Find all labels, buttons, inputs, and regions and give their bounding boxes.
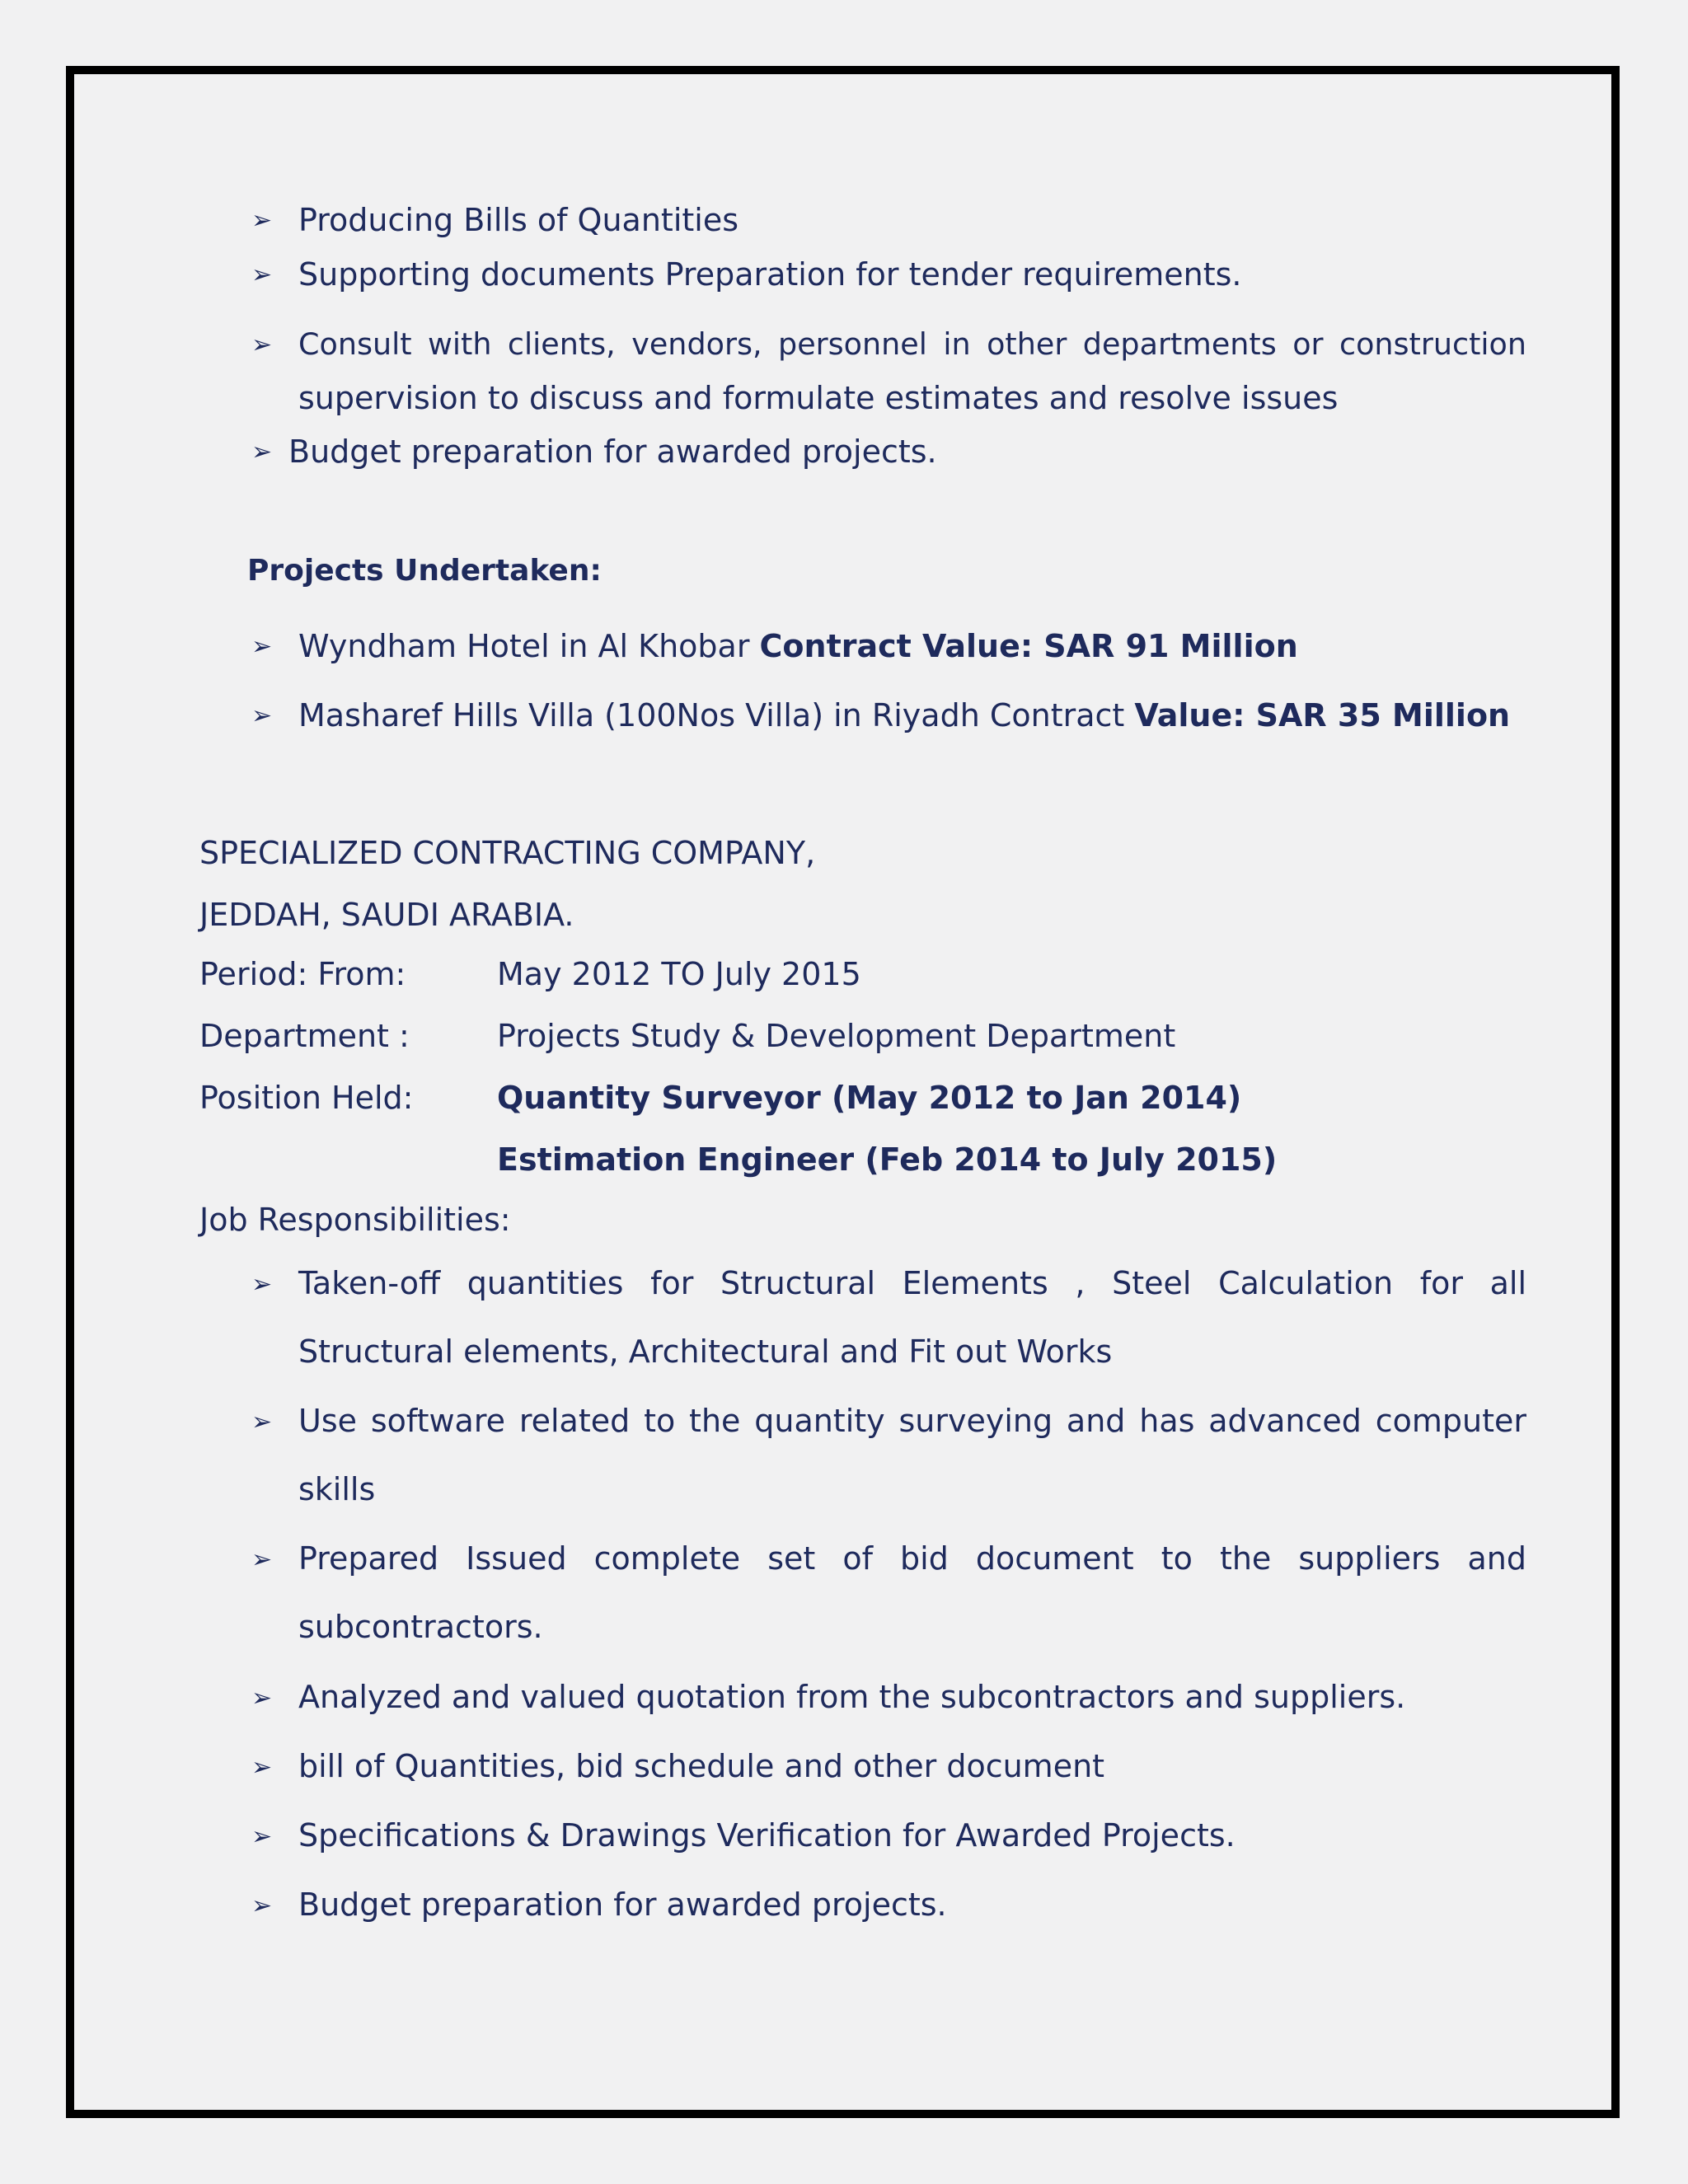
bullet-arrow-icon: ➢ (251, 438, 273, 466)
project-name: Wyndham Hotel in Al Khobar (298, 628, 760, 664)
list-item-continuation: skills (298, 1471, 376, 1507)
company-name: SPECIALIZED CONTRACTING COMPANY, (199, 835, 816, 871)
list-item: Budget preparation for awarded projects. (298, 1886, 947, 1923)
bullet-arrow-icon: ➢ (251, 701, 273, 730)
period-value: May 2012 TO July 2015 (497, 956, 861, 992)
position-label: Position Held: (199, 1080, 414, 1116)
project-item (298, 697, 1510, 733)
list-item-continuation: supervision to discuss and formulate estimates and resolve issues (298, 380, 1339, 416)
bullet-arrow-icon: ➢ (251, 632, 273, 661)
department-value: Projects Study & Development Department (497, 1018, 1176, 1054)
bullet-arrow-icon: ➢ (251, 1684, 273, 1713)
list-item: Consult with clients, vendors, personnel in other departments or construction (298, 326, 1526, 362)
company-location: JEDDAH, SAUDI ARABIA. (199, 897, 574, 933)
list-item: Prepared Issued complete set of bid document to the suppliers and (298, 1540, 1526, 1577)
position-value: Quantity Surveyor (May 2012 to Jan 2014) (497, 1080, 1242, 1116)
bullet-arrow-icon: ➢ (251, 206, 273, 235)
list-item: bill of Quantities, bid schedule and other document (298, 1748, 1105, 1784)
bullet-arrow-icon: ➢ (251, 1891, 273, 1920)
bullet-arrow-icon: ➢ (251, 1270, 273, 1299)
position-value: Estimation Engineer (Feb 2014 to July 2015) (497, 1141, 1278, 1178)
project-item (298, 628, 1298, 664)
bullet-arrow-icon: ➢ (251, 260, 273, 289)
list-item: Analyzed and valued quotation from the subcontractors and suppliers. (298, 1679, 1406, 1715)
bullet-arrow-icon: ➢ (251, 1822, 273, 1851)
department-label: Department : (199, 1018, 410, 1054)
list-item-continuation: Structural elements, Architectural and Fit out Works (298, 1333, 1113, 1370)
project-value: Value: SAR 35 Million (1134, 697, 1511, 733)
list-item: Supporting documents Preparation for tender requirements. (298, 256, 1242, 293)
period-label: Period: From: (199, 956, 406, 992)
responsibilities-label: Job Responsibilities: (199, 1202, 511, 1238)
bullet-arrow-icon: ➢ (251, 330, 273, 359)
project-name: Masharef Hills Villa (100Nos Villa) in Riyadh Contract (298, 697, 1135, 733)
project-value: Contract Value: SAR 91 Million (759, 628, 1298, 664)
list-item: Producing Bills of Quantities (298, 202, 739, 238)
bullet-arrow-icon: ➢ (251, 1408, 273, 1436)
bullet-arrow-icon: ➢ (251, 1753, 273, 1782)
list-item-continuation: subcontractors. (298, 1609, 543, 1645)
list-item: Budget preparation for awarded projects. (288, 434, 937, 470)
bullet-arrow-icon: ➢ (251, 1545, 273, 1574)
list-item: Taken-off quantities for Structural Elements , Steel Calculation for all (298, 1265, 1526, 1301)
list-item: Use software related to the quantity surveying and has advanced computer (298, 1403, 1526, 1439)
projects-heading: Projects Undertaken: (247, 554, 602, 588)
list-item: Specifications & Drawings Verification for Awarded Projects. (298, 1817, 1236, 1854)
